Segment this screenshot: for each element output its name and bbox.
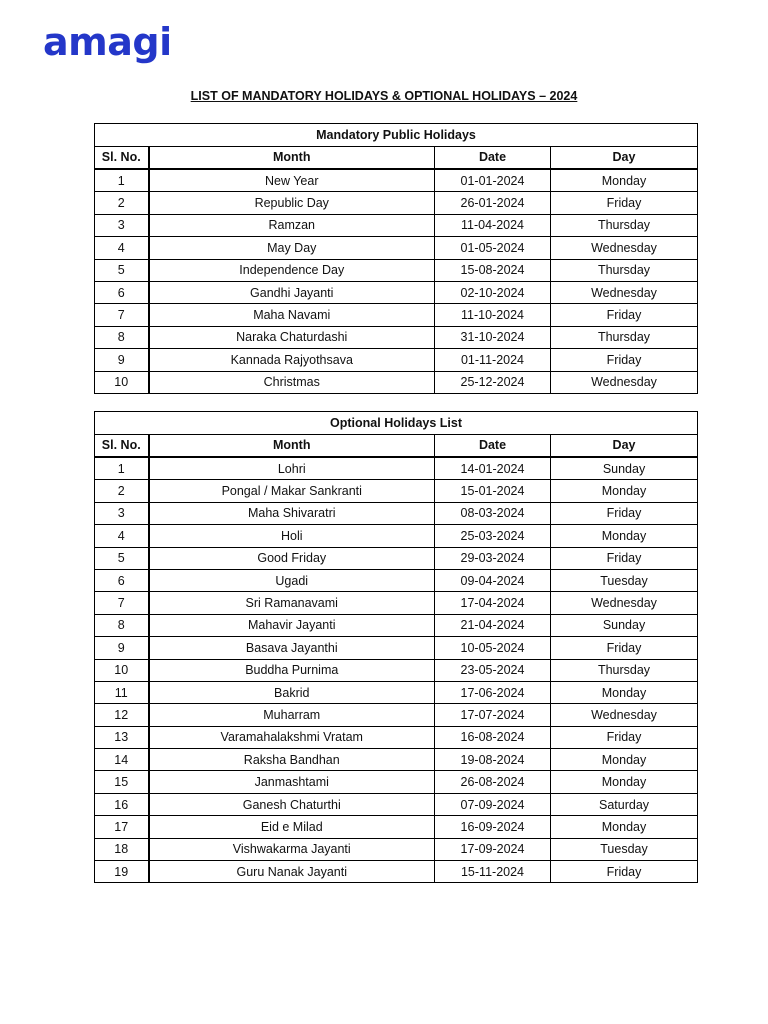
table-row: [95, 614, 698, 636]
cell-month: Good Friday: [149, 547, 435, 569]
cell-month: Maha Navami: [149, 304, 435, 326]
cell-date: 08-03-2024: [435, 502, 551, 524]
cell-no: 15: [95, 771, 149, 793]
amagi-logo: amagi: [43, 20, 172, 64]
cell-no: 16: [95, 793, 149, 815]
cell-no: 6: [95, 569, 149, 591]
column-header-sl-no: Sl. No.: [95, 434, 149, 457]
cell-month: Janmashtami: [149, 771, 435, 793]
cell-day: Monday: [551, 525, 698, 547]
cell-month: Ramzan: [149, 214, 435, 236]
cell-month: Republic Day: [149, 192, 435, 214]
cell-month: Holi: [149, 525, 435, 547]
cell-no: 6: [95, 281, 149, 303]
table-row: [95, 304, 698, 326]
cell-date: 16-08-2024: [435, 726, 551, 748]
cell-date: 15-11-2024: [435, 861, 551, 883]
cell-no: 8: [95, 326, 149, 348]
table-row: [95, 326, 698, 348]
cell-day: Thursday: [551, 659, 698, 681]
cell-day: Sunday: [551, 614, 698, 636]
table-row: [95, 659, 698, 681]
cell-no: 7: [95, 592, 149, 614]
cell-no: 10: [95, 371, 149, 393]
table-row: [95, 547, 698, 569]
cell-no: 4: [95, 237, 149, 259]
cell-month: Bakrid: [149, 681, 435, 703]
cell-day: Thursday: [551, 259, 698, 281]
cell-date: 11-10-2024: [435, 304, 551, 326]
cell-month: Pongal / Makar Sankranti: [149, 480, 435, 502]
cell-date: 19-08-2024: [435, 749, 551, 771]
cell-month: Buddha Purnima: [149, 659, 435, 681]
cell-day: Friday: [551, 192, 698, 214]
cell-month: Basava Jayanthi: [149, 637, 435, 659]
cell-month: Independence Day: [149, 259, 435, 281]
column-header-date: Date: [435, 434, 551, 457]
table-row: [95, 592, 698, 614]
cell-date: 25-12-2024: [435, 371, 551, 393]
optional-table-caption: Optional Holidays List: [95, 412, 698, 435]
cell-month: Eid e Milad: [149, 816, 435, 838]
table-row: [95, 838, 698, 860]
cell-no: 5: [95, 259, 149, 281]
optional-holidays-table: [94, 411, 698, 883]
table-row: [95, 681, 698, 703]
table-row: [95, 214, 698, 236]
cell-date: 25-03-2024: [435, 525, 551, 547]
table-row: [95, 237, 698, 259]
cell-date: 26-08-2024: [435, 771, 551, 793]
cell-no: 17: [95, 816, 149, 838]
cell-month: Vishwakarma Jayanti: [149, 838, 435, 860]
cell-day: Sunday: [551, 457, 698, 480]
cell-day: Thursday: [551, 326, 698, 348]
cell-day: Friday: [551, 861, 698, 883]
cell-day: Friday: [551, 547, 698, 569]
cell-month: New Year: [149, 169, 435, 192]
cell-date: 17-06-2024: [435, 681, 551, 703]
cell-day: Monday: [551, 681, 698, 703]
table-row: [95, 192, 698, 214]
cell-day: Wednesday: [551, 592, 698, 614]
cell-month: Ganesh Chaturthi: [149, 793, 435, 815]
cell-day: Wednesday: [551, 281, 698, 303]
column-header-month: Month: [149, 434, 435, 457]
table-row: [95, 816, 698, 838]
mandatory-holidays-table: [94, 123, 698, 394]
cell-date: 14-01-2024: [435, 457, 551, 480]
cell-month: Mahavir Jayanti: [149, 614, 435, 636]
cell-no: 8: [95, 614, 149, 636]
cell-day: Monday: [551, 749, 698, 771]
cell-no: 12: [95, 704, 149, 726]
cell-date: 11-04-2024: [435, 214, 551, 236]
table-row: [95, 371, 698, 393]
table-row: [95, 861, 698, 883]
table-row: [95, 569, 698, 591]
table-row: [95, 349, 698, 371]
cell-month: Guru Nanak Jayanti: [149, 861, 435, 883]
cell-month: Naraka Chaturdashi: [149, 326, 435, 348]
table-row: [95, 704, 698, 726]
mandatory-table-caption: Mandatory Public Holidays: [95, 124, 698, 147]
cell-date: 26-01-2024: [435, 192, 551, 214]
cell-month: Maha Shivaratri: [149, 502, 435, 524]
cell-date: 10-05-2024: [435, 637, 551, 659]
cell-day: Friday: [551, 502, 698, 524]
cell-month: Kannada Rajyothsava: [149, 349, 435, 371]
cell-date: 29-03-2024: [435, 547, 551, 569]
table-row: [95, 457, 698, 480]
cell-month: May Day: [149, 237, 435, 259]
cell-day: Wednesday: [551, 237, 698, 259]
cell-no: 5: [95, 547, 149, 569]
cell-day: Monday: [551, 771, 698, 793]
cell-day: Friday: [551, 349, 698, 371]
column-header-month: Month: [149, 146, 435, 169]
cell-month: Raksha Bandhan: [149, 749, 435, 771]
cell-day: Tuesday: [551, 569, 698, 591]
table-row: [95, 502, 698, 524]
cell-month: Sri Ramanavami: [149, 592, 435, 614]
cell-day: Friday: [551, 637, 698, 659]
cell-no: 3: [95, 214, 149, 236]
column-header-date: Date: [435, 146, 551, 169]
table-row: [95, 281, 698, 303]
cell-date: 31-10-2024: [435, 326, 551, 348]
cell-no: 10: [95, 659, 149, 681]
cell-no: 18: [95, 838, 149, 860]
cell-month: Varamahalakshmi Vratam: [149, 726, 435, 748]
cell-no: 1: [95, 169, 149, 192]
cell-date: 16-09-2024: [435, 816, 551, 838]
cell-no: 3: [95, 502, 149, 524]
cell-month: Christmas: [149, 371, 435, 393]
cell-no: 9: [95, 349, 149, 371]
cell-day: Monday: [551, 816, 698, 838]
table-row: [95, 259, 698, 281]
cell-no: 14: [95, 749, 149, 771]
cell-no: 2: [95, 480, 149, 502]
cell-date: 17-07-2024: [435, 704, 551, 726]
cell-date: 07-09-2024: [435, 793, 551, 815]
cell-no: 1: [95, 457, 149, 480]
cell-month: Muharram: [149, 704, 435, 726]
page-title: LIST OF MANDATORY HOLIDAYS & OPTIONAL HOLIDAYS – 2024: [190, 89, 578, 103]
cell-day: Saturday: [551, 793, 698, 815]
cell-day: Monday: [551, 169, 698, 192]
cell-day: Friday: [551, 726, 698, 748]
column-header-day: Day: [551, 146, 698, 169]
cell-no: 13: [95, 726, 149, 748]
table-row: [95, 169, 698, 192]
table-row: [95, 749, 698, 771]
table-row: [95, 793, 698, 815]
cell-no: 4: [95, 525, 149, 547]
cell-day: Wednesday: [551, 371, 698, 393]
cell-month: Ugadi: [149, 569, 435, 591]
column-header-day: Day: [551, 434, 698, 457]
table-row: [95, 637, 698, 659]
cell-date: 09-04-2024: [435, 569, 551, 591]
table-row: [95, 480, 698, 502]
cell-month: Lohri: [149, 457, 435, 480]
cell-date: 01-01-2024: [435, 169, 551, 192]
cell-no: 9: [95, 637, 149, 659]
cell-day: Wednesday: [551, 704, 698, 726]
cell-day: Thursday: [551, 214, 698, 236]
table-row: [95, 726, 698, 748]
cell-date: 15-01-2024: [435, 480, 551, 502]
cell-no: 19: [95, 861, 149, 883]
cell-date: 23-05-2024: [435, 659, 551, 681]
cell-date: 15-08-2024: [435, 259, 551, 281]
cell-day: Friday: [551, 304, 698, 326]
cell-no: 2: [95, 192, 149, 214]
cell-date: 01-11-2024: [435, 349, 551, 371]
cell-date: 02-10-2024: [435, 281, 551, 303]
cell-date: 17-09-2024: [435, 838, 551, 860]
table-row: [95, 771, 698, 793]
cell-month: Gandhi Jayanti: [149, 281, 435, 303]
cell-date: 21-04-2024: [435, 614, 551, 636]
table-row: [95, 525, 698, 547]
cell-date: 17-04-2024: [435, 592, 551, 614]
cell-no: 11: [95, 681, 149, 703]
cell-day: Tuesday: [551, 838, 698, 860]
column-header-sl-no: Sl. No.: [95, 146, 149, 169]
cell-day: Monday: [551, 480, 698, 502]
cell-date: 01-05-2024: [435, 237, 551, 259]
cell-no: 7: [95, 304, 149, 326]
